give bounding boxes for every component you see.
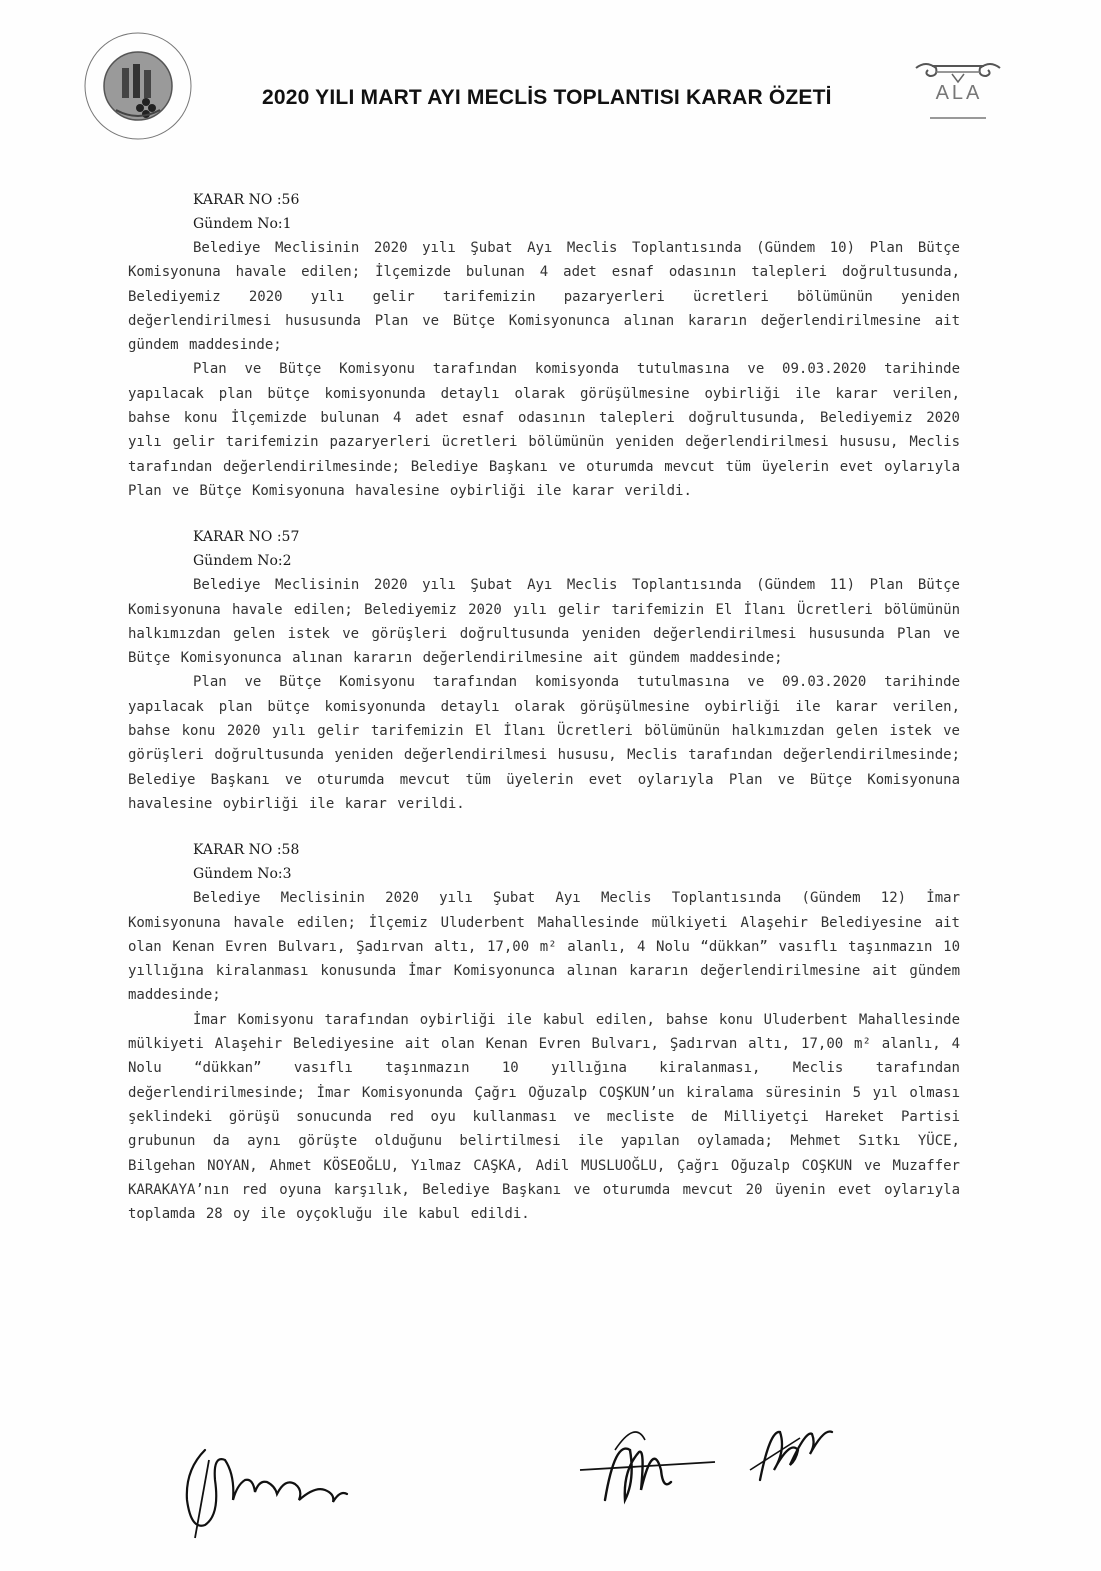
decision-paragraph: Plan ve Bütçe Komisyonu tarafından komisyonda tutulmasına ve 09.03.2020 tarihinde yapılacak plan bütçe komisyonunda detaylı olarak görüşülmesine oybirliği ile karar verilen, bahse konu İlçemizde bulunan 4 adet esnaf odasının talepleri doğrultusunda, Belediyemiz 2020 yılı gelir tarifemizin pazaryerleri ücretleri bölümünün yeniden değerlendirilmesi hususu, Meclis tarafından değerlendirilmesinde; Belediye Başkanı ve oturumda mevcut tüm üyelerin evet oylarıyla Plan ve Bütçe Komisyonuna havalesine oybirliği ile karar verildi.	[128, 361, 960, 499]
document-header	[0, 0, 1101, 170]
signature-left	[175, 1430, 365, 1544]
karar-no: KARAR NO :56	[193, 192, 300, 208]
decision-paragraph: İmar Komisyonu tarafından oybirliği ile kabul edilen, bahse konu Uluderbent Mahallesinde mülkiyeti Alaşehir Belediyesine ait olan Kenan Evren Bulvarı, Şadırvan altı, 17,00 m² alanlı, 4 Nolu “dükkan” vasıflı taşınmazın 10 yıllığına kiralanması, Meclis tarafından değerlendirilmesinde; İmar Komisyonunda Çağrı Oğuzalp COŞKUN’un kiralama süresinin 5 yıl olması şeklindeki görüşü sonucunda red oyu kullanması ve mecliste de Milliyetçi Hareket Partisi grubunun da aynı görüşte olduğunu belirtilmesi ile yapılan oylamada; Mehmet Sıtkı YÜCE, Bilgehan NOYAN, Ahmet KÖSEOĞLU, Yılmaz CAŞKA, Adil MUSLUOĞLU, Çağrı Oğuzalp COŞKUN ve Muzaffer KARAKAYA’nın red oyuna karşılık, Belediye Başkanı ve oturumda mevcut 20 üyenin evet oylarıyla toplamda 28 oy ile oyçokluğu ile kabul edildi.	[128, 1011, 960, 1223]
decision-57	[128, 525, 960, 816]
karar-no: KARAR NO :57	[193, 529, 300, 546]
column-capital-logo-icon	[912, 58, 1004, 128]
decision-paragraph: Belediye Meclisinin 2020 yılı Şubat Ayı Meclis Toplantısında (Gündem 12) İmar Komisyonuna havale edilen; İlçemiz Uluderbent Mahallesinde mülkiyeti Alaşehir Belediyesine ait olan Kenan Evren Bulvarı, Şadırvan altı, 17,00 m² alanlı, 4 Nolu “dükkan” vasıflı taşınmazın 10 yıllığına kiralanması konusunda İmar Komisyonunca alınan kararın değerlendirilmesine ait gündem maddesinde;	[128, 890, 960, 1004]
decision-paragraph: Plan ve Bütçe Komisyonu tarafından komisyonda tutulmasına ve 09.03.2020 tarihinde yapılacak plan bütçe komisyonunda detaylı olarak görüşülmesine oybirliği ile karar verilen, bahse konu 2020 yılı gelir tarifemizin El İlanı Ücretleri bölümünün halkımızdan gelen istek ve görüşleri doğrultusunda yeniden değerlendirilmesi hususu, Meclis tarafından değerlendirilmesinde; Belediye Başkanı ve oturumda mevcut tüm üyelerin evet oylarıyla Plan ve Bütçe Komisyonuna havalesine oybirliği ile karar verildi.	[128, 674, 960, 812]
gundem-no: Gündem No:1	[193, 216, 292, 232]
document-title: 2020 YILI MART AYI MECLİS TOPLANTISI KARAR ÖZETİ	[262, 86, 832, 109]
municipal-seal-icon	[82, 30, 194, 142]
signature-area	[0, 1410, 1101, 1560]
document-body	[128, 188, 960, 1248]
decision-56	[128, 188, 960, 503]
karar-no: KARAR NO :58	[193, 842, 300, 859]
gundem-no: Gündem No:3	[193, 866, 292, 883]
signature-middle	[575, 1410, 725, 1534]
signature-right	[740, 1410, 850, 1504]
decision-paragraph: Belediye Meclisinin 2020 yılı Şubat Ayı Meclis Toplantısında (Gündem 10) Plan Bütçe Komisyonuna havale edilen; İlçemizde bulunan 4 adet esnaf odasının talepleri doğrultusunda, Belediyemiz 2020 yılı gelir tarifemizin pazaryerleri ücretleri bölümünün yeniden değerlendirilmesi hususunda Plan ve Bütçe Komisyonunca alınan kararın değerlendirilmesine ait gündem maddesinde;	[128, 240, 960, 354]
decision-58	[128, 838, 960, 1226]
decision-paragraph: Belediye Meclisinin 2020 yılı Şubat Ayı Meclis Toplantısında (Gündem 11) Plan Bütçe Komisyonuna havale edilen; Belediyemiz 2020 yılı gelir tarifemizin El İlanı Ücretleri bölümünün halkımızdan gelen istek ve görüşleri doğrultusunda yeniden değerlendirilmesi hususunda Plan ve Bütçe Komisyonunca alınan kararın değerlendirilmesine ait gündem maddesinde;	[128, 577, 960, 667]
gundem-no: Gündem No:2	[193, 553, 292, 570]
logo-text: ALA	[935, 82, 983, 104]
